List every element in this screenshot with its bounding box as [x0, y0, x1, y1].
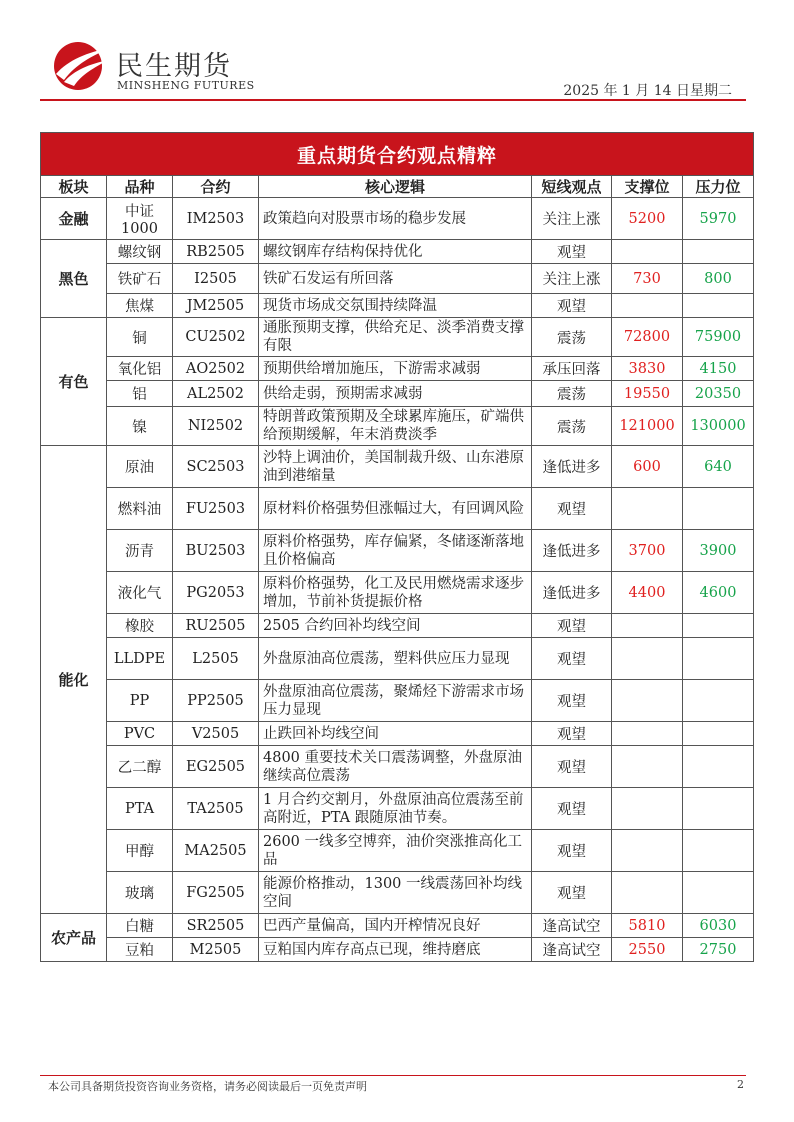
- futures-view-table: [40, 132, 754, 962]
- resistance-cell: [683, 872, 754, 914]
- table-row: [41, 240, 754, 264]
- contract-cell: EG2505: [173, 746, 259, 788]
- page-number: 2: [737, 1078, 744, 1091]
- table-row: [41, 357, 754, 381]
- contract-cell: MA2505: [173, 830, 259, 872]
- view-cell: 震荡: [532, 381, 612, 407]
- resistance-cell: 2750: [683, 938, 754, 962]
- view-cell: 逢低进多: [532, 530, 612, 572]
- view-cell: 观望: [532, 488, 612, 530]
- support-cell: [612, 872, 683, 914]
- contract-cell: FU2503: [173, 488, 259, 530]
- variety-cell: 橡胶: [107, 614, 173, 638]
- resistance-cell: [683, 680, 754, 722]
- resistance-cell: 800: [683, 264, 754, 294]
- resistance-cell: 3900: [683, 530, 754, 572]
- resistance-cell: 4150: [683, 357, 754, 381]
- support-cell: [612, 614, 683, 638]
- contract-cell: RU2505: [173, 614, 259, 638]
- table-row: [41, 488, 754, 530]
- table-row: [41, 572, 754, 614]
- contract-cell: M2505: [173, 938, 259, 962]
- support-cell: 730: [612, 264, 683, 294]
- table-row: [41, 722, 754, 746]
- variety-cell: 白糖: [107, 914, 173, 938]
- variety-cell: 铝: [107, 381, 173, 407]
- logic-cell: 特朗普政策预期及全球累库施压，矿端供给预期缓解，年末消费淡季: [259, 407, 532, 446]
- view-cell: 观望: [532, 830, 612, 872]
- support-cell: [612, 488, 683, 530]
- view-cell: 逢低进多: [532, 572, 612, 614]
- resistance-cell: 20350: [683, 381, 754, 407]
- column-header: 压力位: [683, 176, 754, 198]
- sector-cell: 黑色: [41, 240, 107, 318]
- contract-cell: AO2502: [173, 357, 259, 381]
- logic-cell: 铁矿石发运有所回落: [259, 264, 532, 294]
- variety-cell: 螺纹钢: [107, 240, 173, 264]
- support-cell: [612, 722, 683, 746]
- support-cell: 4400: [612, 572, 683, 614]
- contract-cell: CU2502: [173, 318, 259, 357]
- column-header: 品种: [107, 176, 173, 198]
- contract-cell: JM2505: [173, 294, 259, 318]
- contract-cell: FG2505: [173, 872, 259, 914]
- resistance-cell: [683, 722, 754, 746]
- column-header: 合约: [173, 176, 259, 198]
- support-cell: 5810: [612, 914, 683, 938]
- resistance-cell: 75900: [683, 318, 754, 357]
- support-cell: [612, 746, 683, 788]
- logic-cell: 豆粕国内库存高点已现，维持磨底: [259, 938, 532, 962]
- resistance-cell: [683, 746, 754, 788]
- view-cell: 震荡: [532, 318, 612, 357]
- variety-cell: LLDPE: [107, 638, 173, 680]
- variety-cell: 沥青: [107, 530, 173, 572]
- view-cell: 震荡: [532, 407, 612, 446]
- logic-cell: 现货市场成交氛围持续降温: [259, 294, 532, 318]
- contract-cell: PP2505: [173, 680, 259, 722]
- support-cell: 121000: [612, 407, 683, 446]
- sector-cell: 能化: [41, 446, 107, 914]
- contract-cell: SC2503: [173, 446, 259, 488]
- variety-cell: 铜: [107, 318, 173, 357]
- view-cell: 逢低进多: [532, 446, 612, 488]
- logic-cell: 2600 一线多空博弈，油价突涨推高化工品: [259, 830, 532, 872]
- support-cell: 3830: [612, 357, 683, 381]
- variety-cell: 焦煤: [107, 294, 173, 318]
- support-cell: [612, 638, 683, 680]
- resistance-cell: 130000: [683, 407, 754, 446]
- variety-cell: 氧化铝: [107, 357, 173, 381]
- logic-cell: 能源价格推动，1300 一线震荡回补均线空间: [259, 872, 532, 914]
- variety-cell: 甲醇: [107, 830, 173, 872]
- view-cell: 观望: [532, 722, 612, 746]
- logic-cell: 外盘原油高位震荡，聚烯烃下游需求市场压力显现: [259, 680, 532, 722]
- header-divider: [40, 99, 746, 101]
- table-row: [41, 680, 754, 722]
- table-row: [41, 872, 754, 914]
- logic-cell: 巴西产量偏高，国内开榨情况良好: [259, 914, 532, 938]
- view-cell: 逢高试空: [532, 938, 612, 962]
- table-row: [41, 446, 754, 488]
- support-cell: 600: [612, 446, 683, 488]
- support-cell: [612, 830, 683, 872]
- contract-cell: V2505: [173, 722, 259, 746]
- contract-cell: I2505: [173, 264, 259, 294]
- contract-cell: TA2505: [173, 788, 259, 830]
- table-body: [41, 198, 754, 962]
- view-cell: 观望: [532, 680, 612, 722]
- table-row: [41, 294, 754, 318]
- resistance-cell: 640: [683, 446, 754, 488]
- column-header: 支撑位: [612, 176, 683, 198]
- table-row: [41, 614, 754, 638]
- contract-cell: IM2503: [173, 198, 259, 240]
- variety-cell: 镍: [107, 407, 173, 446]
- table-row: [41, 746, 754, 788]
- logic-cell: 外盘原油高位震荡，塑料供应压力显现: [259, 638, 532, 680]
- logic-cell: 4800 重要技术关口震荡调整，外盘原油继续高位震荡: [259, 746, 532, 788]
- table-row: [41, 638, 754, 680]
- table-row: [41, 318, 754, 357]
- resistance-cell: [683, 488, 754, 530]
- footer-divider: [40, 1075, 746, 1076]
- contract-cell: RB2505: [173, 240, 259, 264]
- resistance-cell: [683, 830, 754, 872]
- view-cell: 承压回落: [532, 357, 612, 381]
- resistance-cell: 4600: [683, 572, 754, 614]
- sector-cell: 金融: [41, 198, 107, 240]
- table-row: [41, 938, 754, 962]
- logic-cell: 止跌回补均线空间: [259, 722, 532, 746]
- view-cell: 观望: [532, 240, 612, 264]
- table-row: [41, 830, 754, 872]
- contract-cell: BU2503: [173, 530, 259, 572]
- column-header: 板块: [41, 176, 107, 198]
- variety-cell: 原油: [107, 446, 173, 488]
- resistance-cell: [683, 788, 754, 830]
- table-title: 重点期货合约观点精粹: [41, 133, 754, 176]
- contract-cell: NI2502: [173, 407, 259, 446]
- view-cell: 关注上涨: [532, 198, 612, 240]
- logic-cell: 预期供给增加施压，下游需求减弱: [259, 357, 532, 381]
- resistance-cell: [683, 638, 754, 680]
- view-cell: 观望: [532, 294, 612, 318]
- report-date: 2025 年 1 月 14 日星期二: [563, 83, 732, 99]
- contract-cell: PG2053: [173, 572, 259, 614]
- variety-cell: PTA: [107, 788, 173, 830]
- contract-cell: L2505: [173, 638, 259, 680]
- variety-cell: 乙二醇: [107, 746, 173, 788]
- logic-cell: 原材料价格强势但涨幅过大，有回调风险: [259, 488, 532, 530]
- table-row: [41, 914, 754, 938]
- column-header: 核心逻辑: [259, 176, 532, 198]
- logic-cell: 政策趋向对股票市场的稳步发展: [259, 198, 532, 240]
- support-cell: 3700: [612, 530, 683, 572]
- logic-cell: 通胀预期支撑，供给充足、淡季消费支撑有限: [259, 318, 532, 357]
- support-cell: [612, 294, 683, 318]
- variety-cell: 燃料油: [107, 488, 173, 530]
- logic-cell: 1 月合约交割月，外盘原油高位震荡至前高附近，PTA 跟随原油节奏。: [259, 788, 532, 830]
- variety-cell: 豆粕: [107, 938, 173, 962]
- support-cell: [612, 788, 683, 830]
- resistance-cell: [683, 294, 754, 318]
- view-cell: 观望: [532, 872, 612, 914]
- logic-cell: 2505 合约回补均线空间: [259, 614, 532, 638]
- variety-cell: PP: [107, 680, 173, 722]
- contract-cell: SR2505: [173, 914, 259, 938]
- variety-cell: 玻璃: [107, 872, 173, 914]
- logic-cell: 螺纹钢库存结构保持优化: [259, 240, 532, 264]
- brand-name-cn: 民生期货: [116, 51, 232, 82]
- sector-cell: 农产品: [41, 914, 107, 962]
- support-cell: 72800: [612, 318, 683, 357]
- support-cell: 5200: [612, 198, 683, 240]
- table-row: [41, 788, 754, 830]
- variety-cell: PVC: [107, 722, 173, 746]
- resistance-cell: 5970: [683, 198, 754, 240]
- contract-cell: AL2502: [173, 381, 259, 407]
- logic-cell: 沙特上调油价，美国制裁升级、山东港原油到港缩量: [259, 446, 532, 488]
- view-cell: 关注上涨: [532, 264, 612, 294]
- column-header: 短线观点: [532, 176, 612, 198]
- variety-cell: 液化气: [107, 572, 173, 614]
- minsheng-logo-icon: [50, 40, 112, 92]
- resistance-cell: [683, 240, 754, 264]
- variety-cell: 中证1000: [107, 198, 173, 240]
- support-cell: 19550: [612, 381, 683, 407]
- logic-cell: 原料价格强势，化工及民用燃烧需求逐步增加，节前补货提振价格: [259, 572, 532, 614]
- disclaimer-text: 本公司具备期货投资咨询业务资格，请务必阅读最后一页免责声明: [48, 1080, 367, 1093]
- table-header-row: [41, 176, 754, 198]
- table-row: [41, 198, 754, 240]
- support-cell: [612, 680, 683, 722]
- support-cell: 2550: [612, 938, 683, 962]
- support-cell: [612, 240, 683, 264]
- sector-cell: 有色: [41, 318, 107, 446]
- view-cell: 观望: [532, 746, 612, 788]
- logic-cell: 原料价格强势，库存偏紧，冬储逐渐落地且价格偏高: [259, 530, 532, 572]
- table-row: [41, 530, 754, 572]
- table-row: [41, 407, 754, 446]
- resistance-cell: 6030: [683, 914, 754, 938]
- brand-name-en: MINSHENG FUTURES: [117, 79, 255, 92]
- view-cell: 观望: [532, 638, 612, 680]
- table-row: [41, 264, 754, 294]
- table-row: [41, 381, 754, 407]
- view-cell: 逢高试空: [532, 914, 612, 938]
- variety-cell: 铁矿石: [107, 264, 173, 294]
- view-cell: 观望: [532, 614, 612, 638]
- resistance-cell: [683, 614, 754, 638]
- view-cell: 观望: [532, 788, 612, 830]
- logic-cell: 供给走弱，预期需求减弱: [259, 381, 532, 407]
